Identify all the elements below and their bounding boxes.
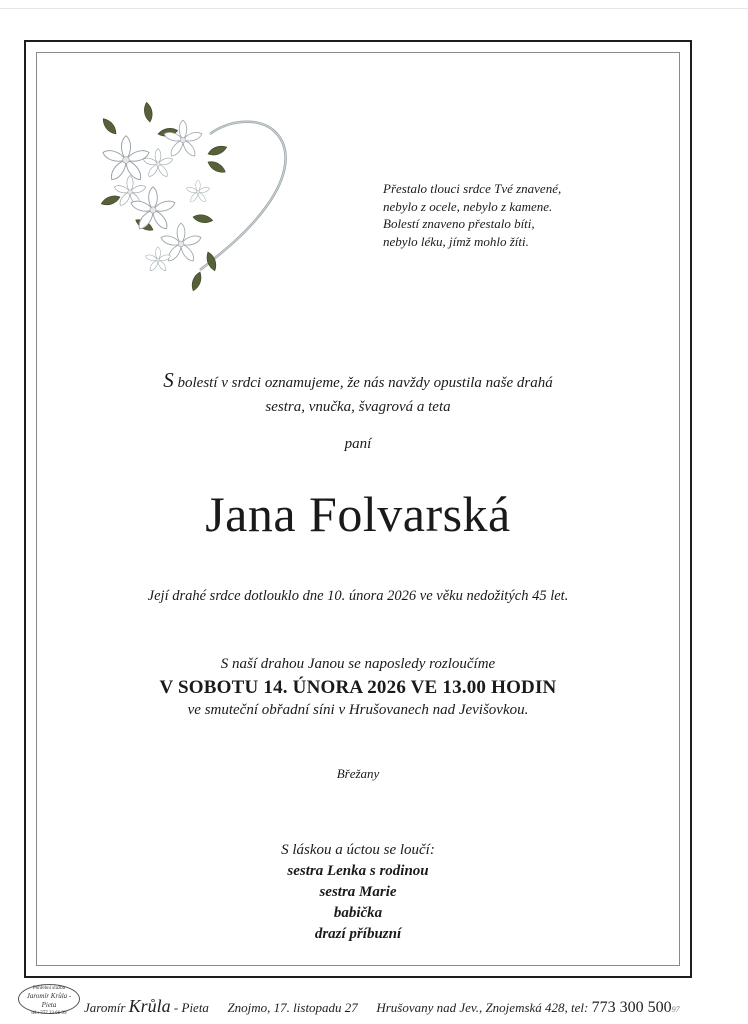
announcement-line1: bolestí v srdci oznamujeme, že nás navždy opustila naše drahá (173, 375, 553, 391)
mourner-item: sestra Lenka s rodinou (287, 863, 429, 879)
logo-main-text: Jaromír Krůla - Pieta (26, 992, 72, 1009)
ceremony-datetime: V SOBOTU 14. ÚNORA 2026 VE 13.00 HODIN (159, 677, 557, 698)
phone-number: 773 300 500 (591, 999, 672, 1016)
poem-line: nebylo léku, jímž mohlo žíti. (383, 233, 529, 249)
announcement (36, 368, 680, 419)
residence-place: Břežany (336, 766, 380, 781)
mourner-item: sestra Marie (319, 884, 397, 900)
poem-line: Bolestí znaveno přestalo bíti, (383, 216, 535, 231)
ceremony-intro: S naší drahou Janou se naposledy rozloučíme (220, 656, 496, 672)
address-znojmo: Znojmo, 17. listopadu 27 (227, 1000, 358, 1015)
logo-bottom-text: tel.: 777 22 66 99 (31, 1011, 67, 1016)
company-suffix: - Pieta (173, 1000, 209, 1015)
death-notice: Její drahé srdce dotlouklo dne 10. února 2026 ve věku nedožitých 45 let. (147, 588, 569, 604)
footer-contact (84, 996, 680, 1017)
footer (14, 982, 734, 1022)
print-code: 97 (671, 1005, 680, 1014)
scan-edge-line (0, 8, 748, 9)
poem-line: nebylo z ocele, nebylo z kamene. (383, 198, 553, 214)
address-hrusovany: Hrušovany nad Jev., Znojemská 428, tel: (376, 1000, 589, 1015)
mourners-intro: S láskou a úctou se loučí: (281, 842, 435, 858)
mourners-block (36, 840, 680, 945)
ceremony-venue: ve smuteční obřadní síni v Hrušovanech nad Jevišovkou. (187, 702, 529, 718)
funeral-service-logo (18, 984, 80, 1014)
mourner-item: babička (333, 905, 383, 921)
company-name: Krůla (128, 996, 171, 1016)
deceased-name: Jana Folvarská (205, 486, 511, 542)
salutation: paní (344, 436, 372, 452)
floral-heart-ornament (88, 92, 298, 307)
announcement-line2: sestra, vnučka, švagrová a teta (265, 399, 451, 415)
logo-top-text: Pohřební služba (32, 986, 66, 991)
company-first-name: Jaromír (84, 1000, 126, 1015)
announcement-initial: S (163, 368, 174, 392)
poem-line: Přestalo tlouci srdce Tvé znavené, (383, 181, 562, 196)
mourner-item: drazí příbuzní (314, 926, 402, 942)
memorial-poem (383, 180, 623, 250)
